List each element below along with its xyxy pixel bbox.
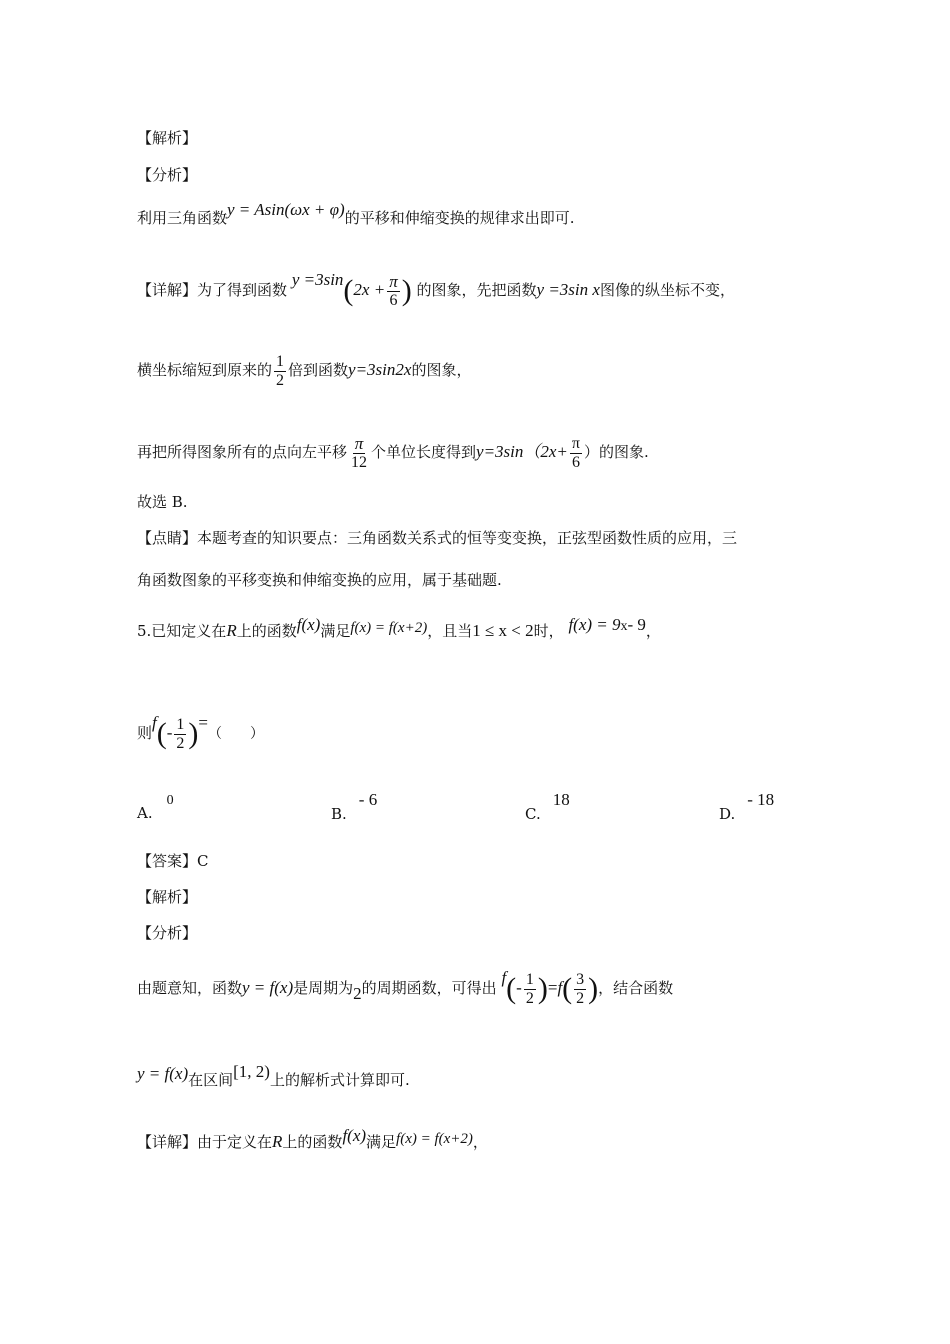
- option-c: C.18: [525, 790, 570, 823]
- analysis-section-label: 【分析】: [137, 166, 198, 184]
- choice-result: 故选 B.: [137, 493, 188, 511]
- detail-line-2: 横坐标缩短到原来的 $\frac{1}{2}$ 倍到函数y=3sin2x的图象，: [137, 352, 472, 389]
- answer-label: 【答案】C: [137, 852, 209, 870]
- analysis-section-label-2: 【分析】: [137, 924, 198, 942]
- detail-line-1: 【详解】为了得到函数 y =3sin(2x + $\frac{\pi}{6}$ ) 的图象，先把函数y =3sin x图像的纵坐标不变，: [137, 270, 735, 309]
- detail-line-q5: 【详解】由于定义在R上的函数f(x)满足f(x) = f(x+2)，: [137, 1126, 488, 1151]
- option-a: A.0: [137, 793, 174, 822]
- option-d: D.- 18: [719, 790, 775, 823]
- question-5-stem: 5.已知定义在R上的函数f(x)满足f(x) = f(x+2)，且当1 ≤ x < 2时， $f(x) = 9^x-$ 9，: [137, 615, 661, 640]
- solution-section-label: 【解析】: [137, 129, 198, 147]
- analysis-line-2: y = f(x)在区间[1, 2)上的解析式计算即可.: [137, 1062, 410, 1089]
- option-b: B.- 6: [331, 790, 378, 823]
- question-5-ask: 则f(- $\frac{1}{2}$ )=（ ）: [137, 713, 265, 752]
- analysis-line-1: 由题意知，函数y = f(x)是周期为2的周期函数，可得出 f(- $\frac{1}{2}$ )=f( $\frac{3}{2}$ )，结合函数: [137, 968, 674, 1007]
- remark-line-2: 角函数图象的平移变换和伸缩变换的应用，属于基础题.: [137, 571, 502, 589]
- analysis-text: 利用三角函数y = Asin(ωx + φ)的平移和伸缩变换的规律求出即可.: [137, 200, 575, 227]
- remark-line-1: 【点睛】本题考查的知识要点：三角函数关系式的恒等变变换，正弦型函数性质的应用，三: [137, 529, 738, 547]
- solution-section-label-2: 【解析】: [137, 888, 198, 906]
- detail-line-3: 再把所得图象所有的点向左平移 $\frac{\pi}{12}$ 个单位长度得到y=3sin（2x+ $\frac{\pi}{6}$ ）的图象.: [137, 433, 649, 471]
